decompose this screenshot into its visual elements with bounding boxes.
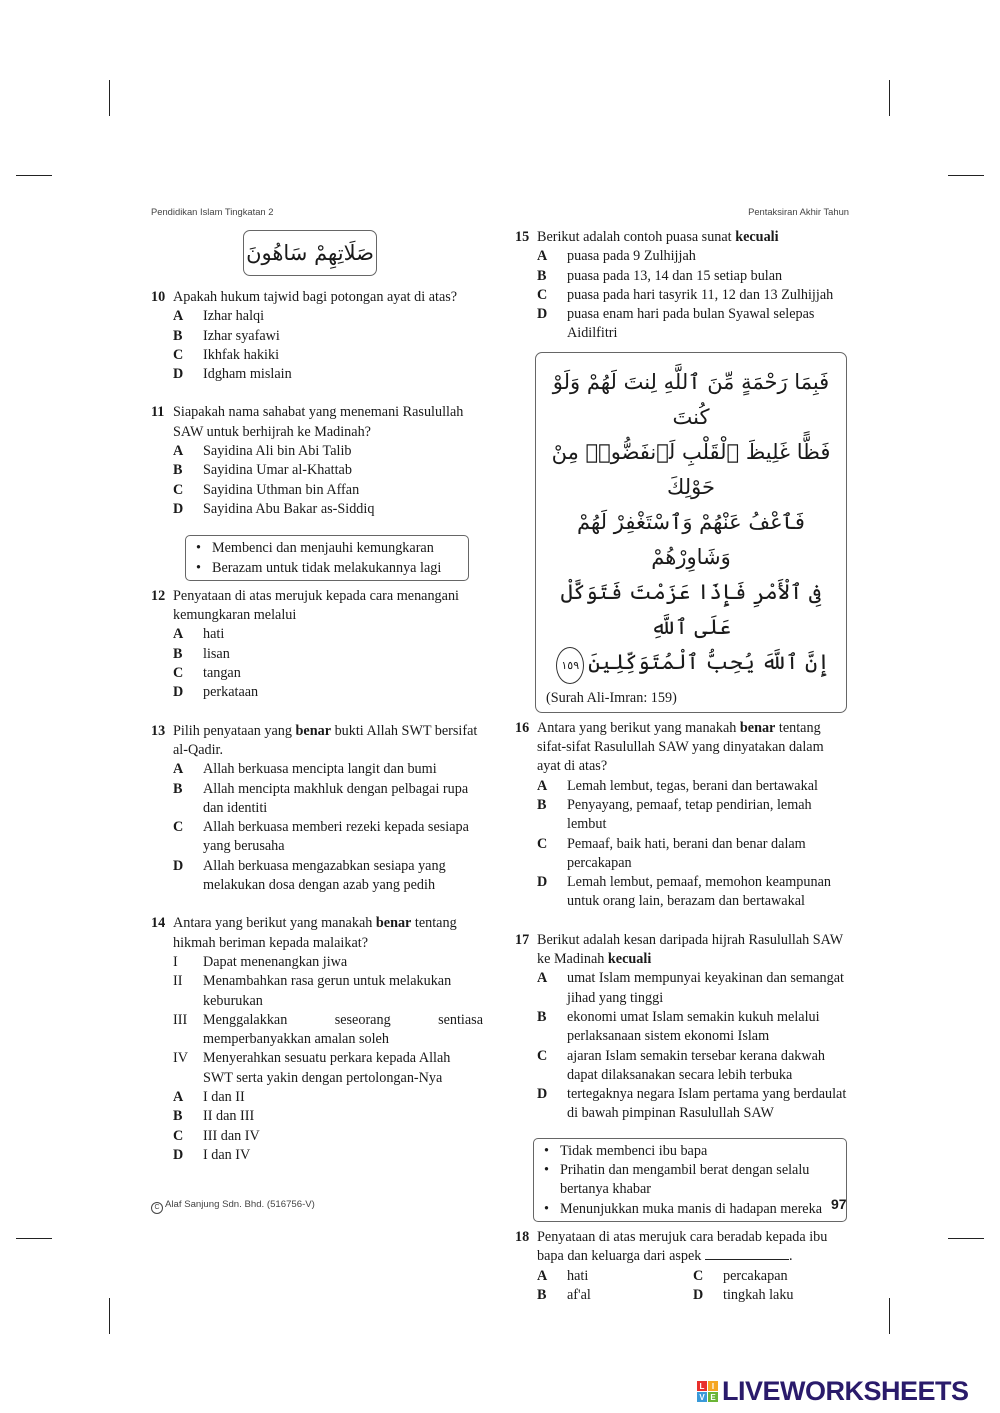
crop-mark	[889, 80, 890, 116]
option-b[interactable]: B ekonomi umat Islam semakin kukuh melalui perlaksanaan sistem ekonomi Islam	[537, 1008, 820, 1045]
option-d[interactable]: D Sayidina Abu Bakar as-Siddiq	[173, 500, 375, 517]
roman-item: IV Menyerahkan sesuatu perkara kepada Allah SWT serta yakin dengan pertolongan-Nya	[173, 1050, 451, 1086]
quran-line: فَبِمَا رَحْمَةٍ مِّنَ ٱللَّهِ لِنتَ لَهُمْ وَلَوْ كُنتَ	[552, 369, 830, 429]
option-c[interactable]: C Allah berkuasa memberi rezeki kepada sesiapa yang berusaha	[173, 819, 469, 855]
copyright-icon: C	[151, 1202, 163, 1214]
roman-item: III Menggalakkan seseorang sentiasa memperbanyakkan amalan soleh	[173, 1011, 483, 1048]
crop-mark	[109, 1298, 110, 1334]
question-16: 16 Antara yang berikut yang manakah benar tentang sifat-sifat Rasulullah SAW yang dinyatakan dalam ayat di atas?	[515, 719, 824, 775]
option-d[interactable]: D tertegaknya negara Islam pertama yang berdaulat di bawah pimpinan Rasulullah SAW	[537, 1086, 847, 1122]
option-d[interactable]: D Idgham mislain	[173, 366, 292, 383]
question-text: Penyataan di atas merujuk kepada cara menangani kemungkaran melalui	[173, 587, 459, 624]
statement-box-12	[185, 535, 469, 581]
question-13: 13 Pilih penyataan yang benar bukti Allah SWT bersifat al-Qadir.	[151, 722, 478, 758]
crop-mark	[948, 1238, 984, 1239]
option-c-text[interactable]: percakapan	[723, 1267, 788, 1284]
crop-mark	[889, 1298, 890, 1334]
crop-mark	[948, 175, 984, 176]
option-d[interactable]: D puasa enam hari pada bulan Syawal selepas Aidilfitri	[537, 306, 815, 342]
question-number: 13	[151, 722, 166, 739]
option-row	[515, 1286, 847, 1305]
question-text: Siapakah nama sahabat yang menemani Rasulullah SAW untuk berhijrah ke Madinah?	[173, 404, 464, 440]
option-c[interactable]: C III dan IV	[173, 1127, 260, 1144]
option-a[interactable]: A I dan II	[173, 1088, 245, 1105]
header-section-title: Pentaksiran Akhir Tahun	[748, 206, 849, 217]
option-a-text[interactable]: hati	[567, 1267, 589, 1284]
question-11	[151, 403, 483, 442]
left-column	[151, 228, 483, 1165]
option-a[interactable]: A umat Islam mempunyai keyakinan dan semangat jihad yang tinggi	[537, 970, 844, 1006]
question-15: 15 Berikut adalah contoh puasa sunat kecuali	[515, 228, 847, 247]
question-text: Apakah hukum tajwid bagi potongan ayat di atas?	[173, 289, 458, 305]
option-d-letter[interactable]: D	[693, 1286, 704, 1303]
option-b[interactable]: B Allah mencipta makhluk dengan pelbagai rupa dan identiti	[173, 780, 469, 816]
quran-line: فَظًّا غَلِيظَ ٱلْقَلْبِ لَٱنفَضُّوا۟ مِنْ حَوْلِكَ	[551, 439, 831, 499]
question-14: 14 Antara yang berikut yang manakah benar tentang hikmah beriman kepada malaikat?	[151, 915, 457, 951]
footer-copyright: C Alaf Sanjung Sdn. Bhd. (516756-V)	[151, 1199, 315, 1214]
quran-line-last: إِنَّ ٱللَّهَ يُحِبُّ ٱلْمُتَوَكِّلِينَ١٥٩	[546, 645, 836, 684]
quran-line: فَٱعْفُ عَنْهُمْ وَٱسْتَغْفِرْ لَهُمْ وَشَاوِرْهُمْ	[577, 509, 805, 569]
question-17: 17 Berikut adalah kesan daripada hijrah Rasulullah SAW ke Madinah kecuali	[515, 931, 843, 968]
quran-line: فِى ٱلْأَمْرِ فَإِذَا عَزَمْتَ فَتَوَكَّلْ عَلَى ٱللَّهِ	[560, 579, 822, 639]
option-b-letter[interactable]: B	[537, 1286, 547, 1303]
option-a[interactable]: A Lemah lembut, tegas, berani dan bertawakal	[537, 777, 818, 794]
crop-mark	[16, 1238, 52, 1239]
bullet-item: • Berazam untuk tidak melakukannya lagi	[194, 559, 460, 578]
liveworksheets-watermark	[697, 1376, 969, 1407]
header-book-title: Pendidikan Islam Tingkatan 2	[151, 206, 274, 217]
quran-verse-box	[535, 352, 847, 713]
option-b-text[interactable]: af'al	[567, 1286, 591, 1303]
option-b[interactable]: B puasa pada 13, 14 dan 15 setiap bulan	[537, 267, 783, 284]
option-b[interactable]: B Penyayang, pemaaf, tetap pendirian, lemah lembut	[537, 796, 812, 833]
roman-item: II Menambahkan rasa gerun untuk melakukan keburukan	[173, 973, 452, 1009]
question-number: 16	[515, 719, 530, 736]
bullet-item: • Tidak membenci ibu bapa	[542, 1142, 838, 1161]
answer-blank[interactable]	[705, 1247, 789, 1260]
question-number: 15	[515, 229, 530, 245]
liveworksheets-text: LIVEWORKSHEETS	[722, 1376, 969, 1406]
option-c[interactable]: C tangan	[173, 665, 241, 682]
statement-box-18	[533, 1138, 847, 1222]
question-12	[151, 587, 483, 626]
option-c[interactable]: C Ikhfak hakiki	[173, 346, 280, 363]
option-a-letter[interactable]: A	[537, 1267, 548, 1284]
option-b[interactable]: B lisan	[173, 645, 230, 662]
option-b[interactable]: B Sayidina Umar al-Khattab	[173, 462, 352, 479]
question-number: 18	[515, 1228, 530, 1245]
option-c[interactable]: C puasa pada hari tasyrik 11, 12 dan 13 Zulhijjah	[537, 286, 834, 303]
verse-reference: (Surah Ali-Imran: 159)	[546, 689, 677, 706]
option-b[interactable]: B Izhar syafawi	[173, 327, 280, 344]
crop-mark	[109, 80, 110, 116]
page-number: 97	[831, 1196, 847, 1212]
option-b[interactable]: B II dan III	[173, 1108, 255, 1125]
question-number: 10	[151, 289, 166, 305]
option-d[interactable]: D I dan IV	[173, 1146, 251, 1163]
option-a[interactable]: A Izhar halqi	[173, 308, 265, 325]
arabic-fragment-box: صَلَاتِهِمْ سَاهُونَ	[243, 230, 377, 276]
option-c[interactable]: C Pemaaf, baik hati, berani dan benar dalam percakapan	[537, 835, 806, 871]
option-d[interactable]: D perkataan	[173, 684, 259, 701]
bullet-item: • Menunjukkan muka manis di hadapan mereka	[542, 1200, 838, 1219]
question-18: 18 Penyataan di atas merujuk cara beradab kepada ibu bapa dan keluarga dari aspek .	[515, 1228, 828, 1265]
option-a[interactable]: A Sayidina Ali bin Abi Talib	[173, 443, 352, 460]
right-column	[515, 228, 847, 1305]
question-number: 11	[151, 404, 165, 421]
option-a[interactable]: A hati	[173, 626, 225, 643]
option-a[interactable]: A Allah berkuasa mencipta langit dan bumi	[173, 761, 437, 778]
bullet-item: • Prihatin dan mengambil berat dengan selalu bertanya khabar	[542, 1161, 838, 1200]
bullet-item: • Membenci dan menjauhi kemungkaran	[194, 539, 460, 558]
liveworksheets-logo-icon: L I V E	[697, 1381, 718, 1402]
ayat-number: ١٥٩	[556, 647, 584, 684]
option-c[interactable]: C ajaran Islam semakin tersebar kerana dakwah dapat dilaksanakan secara lebih terbuka	[537, 1047, 826, 1083]
question-number: 14	[151, 915, 166, 932]
question-10	[151, 288, 483, 307]
option-d[interactable]: D Lemah lembut, pemaaf, memohon keampunan untuk orang lain, berazam dan bertawakal	[537, 874, 831, 910]
roman-item: I Dapat menenangkan jiwa	[173, 953, 348, 970]
option-c[interactable]: C Sayidina Uthman bin Affan	[173, 481, 360, 498]
option-d-text[interactable]: tingkah laku	[723, 1286, 794, 1303]
question-number: 12	[151, 587, 166, 604]
option-c-letter[interactable]: C	[693, 1267, 704, 1284]
question-number: 17	[515, 931, 530, 948]
crop-mark	[16, 175, 52, 176]
option-a[interactable]: A puasa pada 9 Zulhijjah	[537, 248, 696, 265]
option-row	[515, 1267, 847, 1286]
option-d[interactable]: D Allah berkuasa mengazabkan sesiapa yang melakukan dosa dengan azab yang pedih	[173, 857, 446, 894]
